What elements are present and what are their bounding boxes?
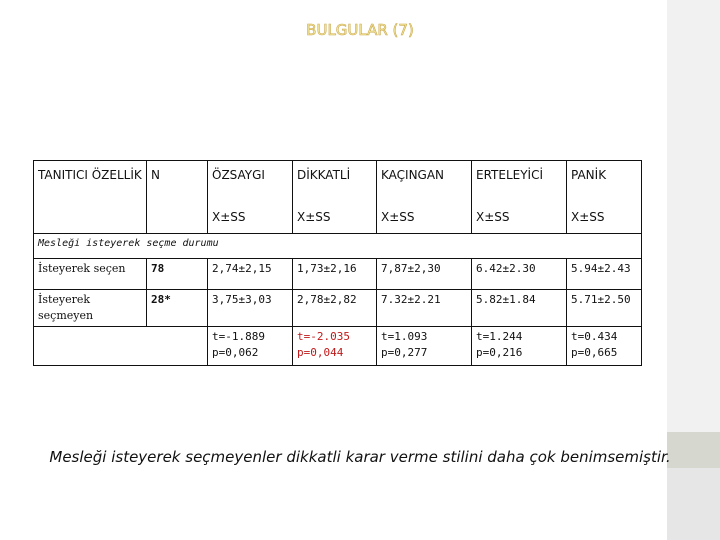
value-cell: 5.94±2.43 — [567, 259, 642, 290]
value-cell: 1,73±2,16 — [293, 259, 377, 290]
row-label: İsteyerek seçmeyen — [34, 290, 147, 327]
header-dikkatli: DİKKATLİ — [293, 161, 377, 208]
subheader-cell: X±SS — [208, 207, 293, 234]
sidebar-block-top — [667, 0, 720, 432]
header-kacingan: KAÇINGAN — [377, 161, 472, 208]
subheader-cell: X±SS — [567, 207, 642, 234]
row-label: İsteyerek seçen — [34, 259, 147, 290]
value-cell: 2,78±2,82 — [293, 290, 377, 327]
value-cell: 7,87±2,30 — [377, 259, 472, 290]
section-row — [34, 234, 642, 259]
stat-cell: t=1.244 p=0,216 — [472, 327, 567, 366]
table-header-row — [34, 161, 642, 208]
header-n: N — [147, 161, 208, 234]
header-erteleyici: ERTELEYİCİ — [472, 161, 567, 208]
stats-row — [34, 327, 642, 366]
stat-cell-significant: t=-2.035 p=0,044 — [293, 327, 377, 366]
value-cell: 5.82±1.84 — [472, 290, 567, 327]
subheader-cell: X±SS — [472, 207, 567, 234]
value-cell: 5.71±2.50 — [567, 290, 642, 327]
sidebar-block-bottom — [667, 468, 720, 540]
value-cell: 6.42±2.30 — [472, 259, 567, 290]
value-cell: 3,75±3,03 — [208, 290, 293, 327]
results-table — [33, 160, 642, 366]
stat-cell: t=1.093 p=0,277 — [377, 327, 472, 366]
value-cell: 7.32±2.21 — [377, 290, 472, 327]
table-row — [34, 290, 642, 327]
stats-empty-cell — [34, 327, 208, 366]
section-label: Mesleği isteyerek seçme durumu — [34, 234, 642, 259]
table-row — [34, 259, 642, 290]
header-ozsaygi: ÖZSAYGI — [208, 161, 293, 208]
row-n: 28* — [147, 290, 208, 327]
value-cell: 2,74±2,15 — [208, 259, 293, 290]
header-panik: PANİK — [567, 161, 642, 208]
subheader-cell: X±SS — [293, 207, 377, 234]
subheader-cell: X±SS — [377, 207, 472, 234]
stat-cell: t=-1.889 p=0,062 — [208, 327, 293, 366]
slide-title: BULGULAR (7) — [306, 21, 414, 39]
header-feature: TANITICI ÖZELLİK — [34, 161, 147, 234]
conclusion-text: Mesleği isteyerek seçmeyenler dikkatli karar verme stilini daha çok benimsemiştir. — [49, 448, 671, 466]
stat-cell: t=0.434 p=0,665 — [567, 327, 642, 366]
row-n: 78 — [147, 259, 208, 290]
